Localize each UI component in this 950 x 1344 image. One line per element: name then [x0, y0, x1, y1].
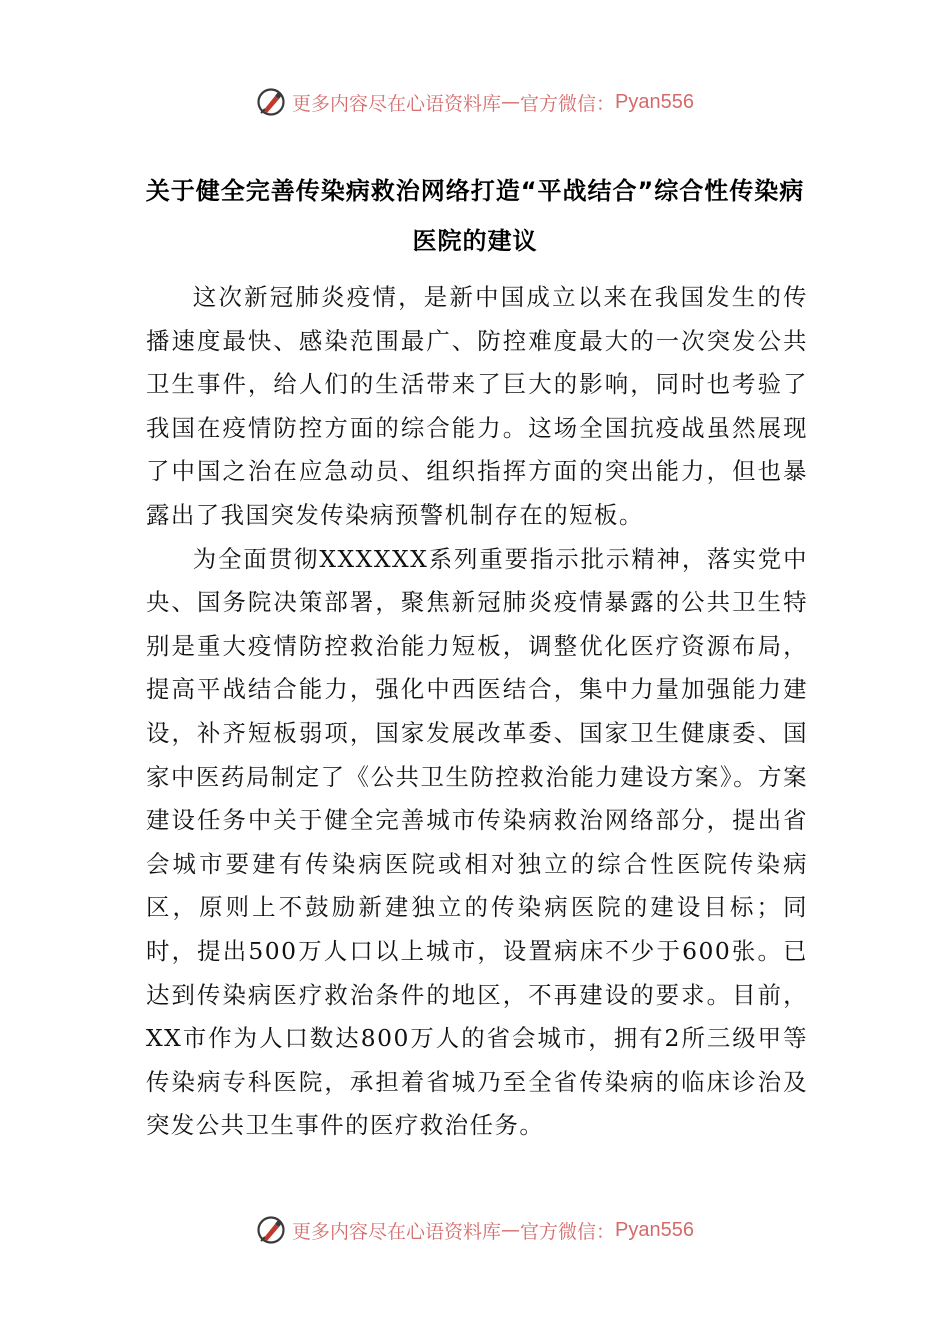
banner-main-text: 更多内容尽在心语资料库: [292, 92, 502, 115]
banner-wechat-label: 官方微信：: [520, 1220, 616, 1243]
banner-separator: —: [501, 91, 521, 113]
pen-nib-logo-icon: [256, 1215, 286, 1245]
banner-wechat-id: Pyan556: [615, 90, 694, 113]
banner-main-text: 更多内容尽在心语资料库: [292, 1220, 502, 1243]
pen-nib-logo-icon: [256, 87, 286, 117]
header-banner: [0, 84, 950, 120]
banner-wechat-id: Pyan556: [615, 1218, 694, 1241]
footer-banner: [0, 1212, 950, 1248]
paragraph-1: 这次新冠肺炎疫情，是新中国成立以来在我国发生的传播速度最快、感染范围最广、防控难度最大的一次突发公共卫生事件，给人们的生活带来了巨大的影响，同时也考验了我国在疫情防控方面的综合能力。这场全国抗疫战虽然展现了中国之治在应急动员、组织指挥方面的突出能力，但也暴露出了我国突发传染病预警机制存在的短板。: [146, 283, 808, 529]
banner-wechat-label: 官方微信：: [520, 92, 616, 115]
paragraph-2: 为全面贯彻XXXXXX系列重要指示批示精神，落实党中央、国务院决策部署，聚焦新冠肺炎疫情暴露的公共卫生特别是重大疫情防控救治能力短板，调整优化医疗资源布局，提高平战结合能力，强化中西医结合，集中力量加强能力建设，补齐短板弱项，国家发展改革委、国家卫生健康委、国家中医药局制定了《公共卫生防控救治能力建设方案》。方案建设任务中关于健全完善城市传染病救治网络部分，提出省会城市要建有传染病医院或相对独立的综合性医院传染病区，原则上不鼓励新建独立的传染病医院的建设目标；同时，提出500万人口以上城市，设置病床不少于600张。已达到传染病医疗救治条件的地区，不再建设的要求。目前，XX市作为人口数达800万人的省会城市，拥有2所三级甲等传染病专科医院，承担着省城乃至全省传染病的临床诊治及突发公共卫生事件的医疗救治任务。: [146, 544, 808, 1140]
banner-separator: —: [501, 1219, 521, 1241]
document-body: [146, 276, 808, 1148]
document-title: 关于健全完善传染病救治网络打造“平战结合”综合性传染病医院的建议: [145, 177, 805, 255]
